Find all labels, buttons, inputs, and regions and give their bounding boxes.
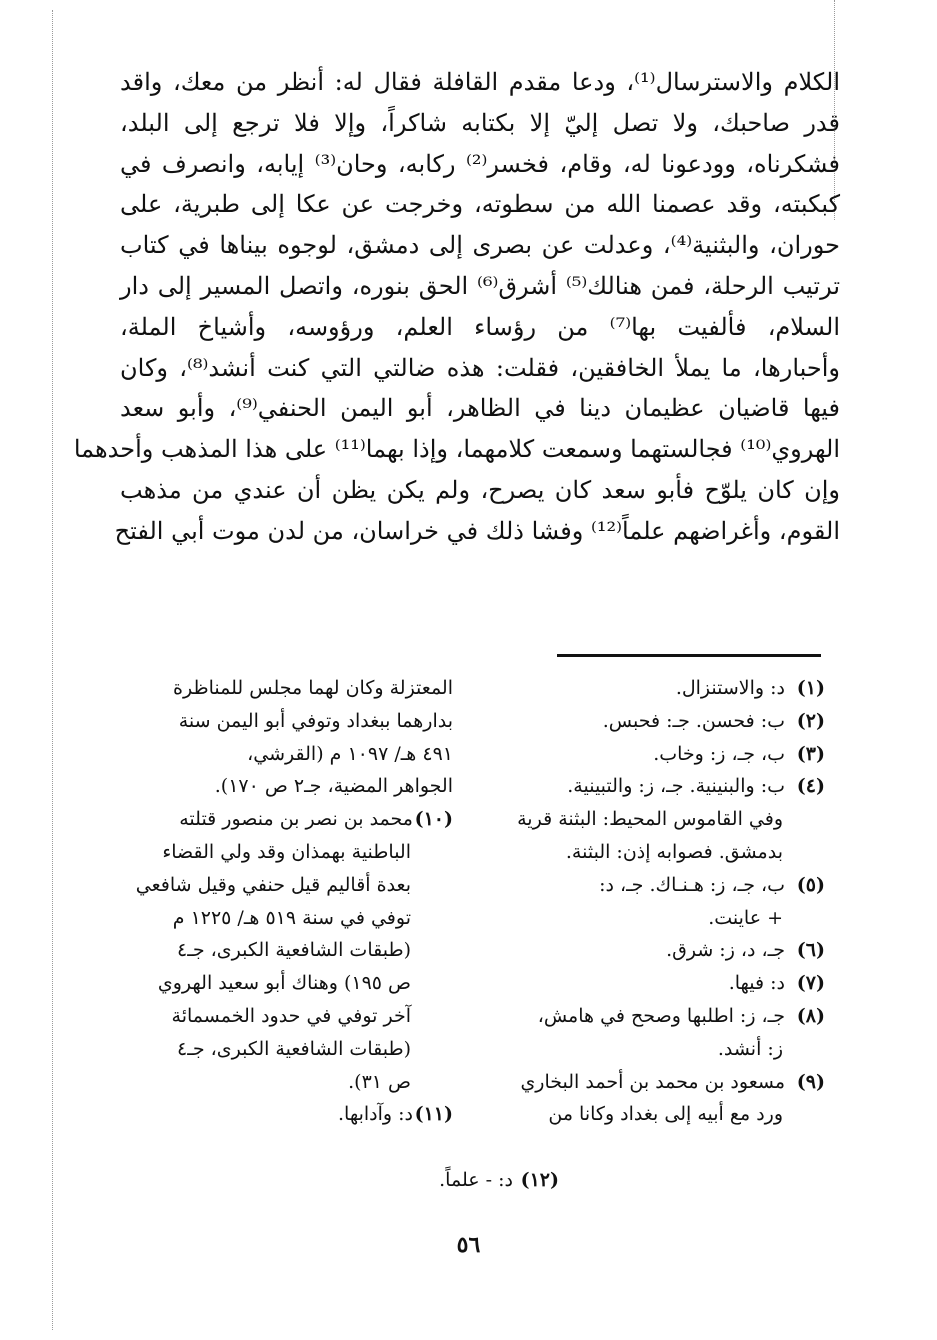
main-text-line: وأحبارها، ما يملأ الخافقين، فقلت: هذه ضالتي التي كنت أنشد⁽⁸⁾، وكان: [120, 353, 840, 382]
main-text-line: وإن كان يلوّح فأبو سعد كان يصرح، ولم يكن يظن أن عندي من مذهب: [120, 475, 840, 504]
footnote-10-cont: ص ١٩٥) وهناك أبو سعيد الهروي: [157, 972, 411, 995]
footnote-12: (١٢) د: - علماً.: [439, 1169, 559, 1191]
main-text: [73, 62, 841, 552]
main-text-line: كبكبته، وقد عصمنا الله من سطوته، وخرجت عن عكا إلى طبرية، على: [120, 190, 840, 219]
footnote-8-cont: ز: أنشد.: [717, 1037, 783, 1060]
main-text-line: قدر صاحبك، ولا تصل إليّ إلا بكتابه شاكراً، وإلا فلا ترجع إلى البلد،: [120, 108, 840, 137]
footnote-1: (١)د: والاستنزال.: [675, 677, 825, 699]
footnote-4: (٤)ب: والبنينية. جـ، ز: والتبينية.: [567, 775, 825, 798]
footnote-6: (٦)جـ، د، ز: شرق.: [666, 939, 825, 962]
footnote-9: (٩)مسعود بن محمد بن أحمد البخاري: [520, 1070, 825, 1093]
main-text-line: الهروي⁽¹⁰⁾ فجالستهما وسمعت كلامهما، وإذا بهما⁽¹¹⁾ على هذا المذهب وأحدهما: [73, 435, 840, 464]
footnote-7: (٧)د: فيها.: [728, 972, 825, 995]
footnote-5-cont: + عاينت.: [708, 906, 783, 929]
main-text-line: السلام، فألفيت بها⁽⁷⁾ من رؤساء العلم، ورؤوسه، وأشياخ الملة،: [120, 312, 841, 341]
footnote-9-cont: بدارهما ببغداد وتوفي أبو اليمن سنة: [178, 709, 453, 732]
footnote-5: (٥)ب، جـ، ز: هـنـاك. جـ، د:: [599, 873, 825, 896]
main-text-line: حوران، والبثنية⁽⁴⁾، وعدلت عن بصرى إلى دمشق، لوجوه بيناها في كتاب: [120, 231, 841, 260]
main-text-line: فيها قاضيان عظيمان دينا في الظاهر، أبو اليمن الحنفي⁽⁹⁾، وأبو سعد: [120, 394, 840, 423]
footnote-10-cont: آخر توفي في حدود الخمسمائة: [171, 1004, 411, 1027]
footnote-10-cont: (طبقات الشافعية الكبرى، جـ٤: [177, 939, 411, 962]
footnote-separator: [557, 654, 821, 657]
footnote-2: (٢)ب: فحسن. جـ: فحبس.: [602, 709, 825, 732]
footnote-10-cont: توفي في سنة ٥١٩ هـ/ ١٢٢٥ م: [172, 906, 411, 929]
footnote-4-cont: وفي القاموس المحيط: البثنة قرية: [517, 808, 783, 831]
footnotes-right-column: [500, 672, 825, 1131]
footnote-10-cont: (طبقات الشافعية الكبرى، جـ٤: [177, 1037, 411, 1060]
footnote-9-cont: المعتزلة وكان لهما مجلس للمناظرة: [173, 677, 453, 699]
main-text-line: الكلام والاسترسال⁽¹⁾، ودعا مقدم القافلة فقال له: أنظر من معك، واقد: [120, 68, 840, 96]
footnote-9-cont: الجواهر المضية، جـ٢ ص ١٧٠).: [214, 775, 453, 798]
scan-margin-dots: [52, 10, 55, 1330]
footnote-10: (١٠)محمد بن نصر بن منصور قتلته: [179, 808, 453, 831]
footnote-9-cont: ورد مع أبيه إلى بغداد وكانا من: [548, 1103, 783, 1126]
footnote-10-cont: الباطنية بهمذان وقد ولي القضاء: [162, 840, 411, 863]
footnote-9-cont: ٤٩١ هـ/ ١٠٩٧ م (القرشي،: [247, 742, 453, 765]
main-text-line: القوم، وأغراضهم علماً⁽¹²⁾ وفشا ذلك في خراسان، من لدن موت أبي الفتح: [114, 516, 840, 545]
main-text-line: فشكرناه، وودعونا له، وقام، فخسر⁽²⁾ ركابه، وحان⁽³⁾ إيابه، وانصرف في: [120, 149, 841, 178]
page-number: ٥٦: [456, 1232, 481, 1258]
footnote-8: (٨)جـ، ز: اطلبها وصحح في هامش،: [537, 1004, 825, 1027]
footnote-3: (٣)ب، جـ، ز: وخاب.: [653, 742, 825, 765]
footnote-10-cont: ص ٣١).: [348, 1070, 411, 1093]
footnote-10-cont: بعدة أقاليم قيل حنفي وقيل شافعي: [135, 873, 411, 896]
footnote-4-cont: بدمشق. فصوابه إذن: البثنة.: [565, 840, 783, 863]
main-text-line: ترتيب الرحلة، فمن هنالك⁽⁵⁾ أشرق⁽⁶⁾ الحق بنوره، واتصل المسير إلى دار: [120, 271, 841, 300]
footnote-11: (١١)د: وآدابها.: [338, 1103, 453, 1126]
footnotes-left-column: [123, 672, 453, 1131]
